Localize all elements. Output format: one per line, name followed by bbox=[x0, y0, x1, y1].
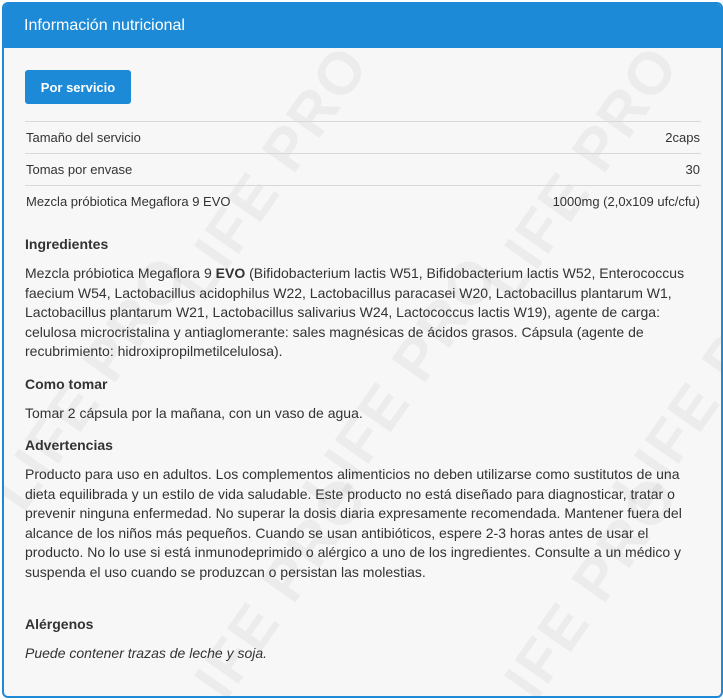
serving-table bbox=[25, 121, 701, 218]
allergens-text: Puede contener trazas de leche y soja. bbox=[25, 645, 268, 661]
serving-row-label: Mezcla próbiotica Megaflora 9 EVO bbox=[26, 194, 231, 210]
panel-title: Información nutricional bbox=[4, 4, 721, 48]
serving-row bbox=[25, 186, 701, 218]
how-to-take-title: Como tomar bbox=[25, 376, 108, 392]
warnings-title: Advertencias bbox=[25, 437, 113, 453]
serving-row-label: Tamaño del servicio bbox=[26, 130, 141, 145]
warnings-text: Producto para uso en adultos. Los complementos alimenticios no deben utilizarse como sustitutos de una dieta equilibrada y un estilo de vida saludable. Este producto no está diseñado para diagnosticar, tratar o prevenir ninguna enfermedad. No superar la dosis diaria expresamente recomendada. Mantener fuera del alcance de los niños más pequeños. Cuando se usan antibióticos, espere 2-3 horas antes de usar el producto. No lo use si está inmunodeprimido o alérgico a uno de los ingredientes. Consulte a un médico y suspenda el uso cuando se produzcan o persistan las molestias. bbox=[25, 466, 682, 580]
ingredients-text: Mezcla próbiotica Megaflora 9 EVO (Bifidobacterium lactis W51, Bifidobacterium lactis W52, Enterococcus faecium W54, Lactobacillus acidophilus W22, Lactobacillus paracasei W20, Lactobacillus plantarum W1, Lactobacillus plantarum W21, Lactobacillus salivarius W24, Lactococcus lactis W19), agente de carga: celulosa microcristalina y antiaglomerante: sales magnésicas de ácidos grasos. Cápsula (agente de recubrimiento: hidroxipropilmetilcelulosa). bbox=[25, 265, 685, 359]
per-serving-tab[interactable]: Por servicio bbox=[25, 70, 131, 104]
serving-row bbox=[25, 122, 701, 154]
serving-row-value: 2caps bbox=[665, 130, 700, 145]
allergens-title: Alérgenos bbox=[25, 616, 94, 632]
serving-row bbox=[25, 154, 701, 186]
ingredients-title: Ingredientes bbox=[25, 236, 109, 252]
nutrition-panel bbox=[2, 2, 723, 698]
serving-row-value: 30 bbox=[685, 162, 700, 177]
serving-row-value: 1000mg (2,0x109 ufc/cfu) bbox=[552, 194, 700, 210]
how-to-take-text: Tomar 2 cápsula por la mañana, con un vaso de agua. bbox=[25, 405, 363, 421]
serving-row-label: Tomas por envase bbox=[26, 162, 133, 177]
